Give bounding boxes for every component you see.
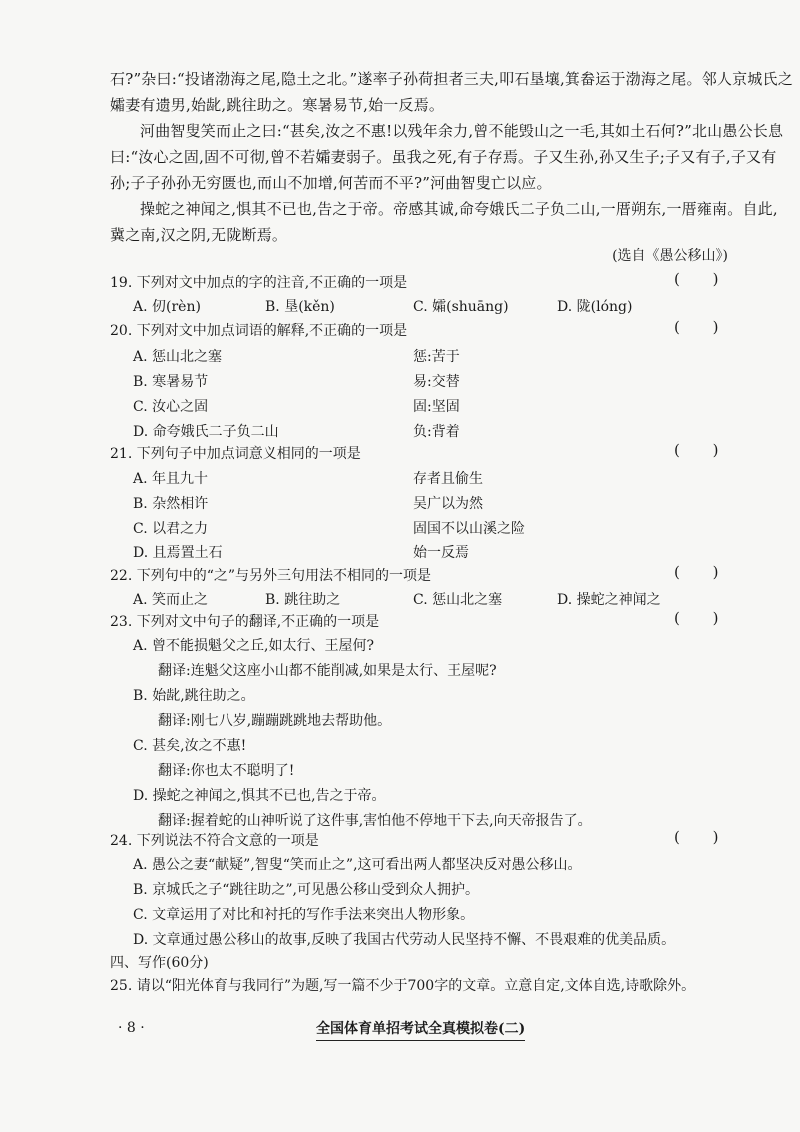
- answer-paren-19[interactable]: ( ): [674, 270, 733, 288]
- q21-option-a: A. 年且九十: [133, 471, 209, 487]
- q23-option-c: C. 甚矣,汝之不惠!: [133, 738, 247, 754]
- answer-paren-22[interactable]: ( ): [674, 563, 733, 581]
- q24-option-a: A. 愚公之妻“献疑”,智叟“笑而止之”,这可看出两人都坚决反对愚公移山。: [133, 857, 582, 873]
- q22-option-a: A. 笑而止之: [133, 592, 209, 608]
- q23-option-d-translation: 翻译:握着蛇的山神听说了这件事,害怕他不停地干下去,向天帝报告了。: [158, 813, 592, 829]
- q20-option-b-explanation: 易:交替: [413, 374, 460, 390]
- answer-paren-21[interactable]: ( ): [674, 441, 733, 459]
- q23-option-c-translation: 翻译:你也太不聪明了!: [158, 763, 295, 779]
- passage-line: 石?”杂曰:“投诸渤海之尾,隐土之北。”遂率子孙荷担者三夫,叩石垦壤,箕畚运于渤海之尾。邻人京城氏之: [110, 70, 793, 88]
- q19-option-b: B. 垦(kěn): [265, 299, 335, 315]
- q19-option-a: A. 仞(rèn): [133, 299, 201, 315]
- q20-option-d: D. 命夸娥氏二子负二山: [133, 424, 279, 440]
- exam-title: 全国体育单招考试全真模拟卷(二): [316, 1018, 525, 1041]
- q19-option-c: C. 孀(shuāng): [413, 299, 509, 315]
- question-19-stem: 19. 下列对文中加点的字的注音,不正确的一项是: [110, 275, 408, 291]
- q21-option-c-compare: 固国不以山溪之险: [413, 521, 525, 537]
- question-24-stem: 24. 下列说法不符合文意的一项是: [110, 833, 319, 849]
- q21-option-d-compare: 始一反焉: [413, 545, 469, 561]
- q21-option-b-compare: 吴广以为然: [413, 496, 483, 512]
- question-20-stem: 20. 下列对文中加点词语的解释,不正确的一项是: [110, 323, 408, 339]
- q21-option-d: D. 且焉置土石: [133, 545, 223, 561]
- passage-source: (选自《愚公移山》): [612, 248, 728, 264]
- q23-option-a-translation: 翻译:连魁父这座小山都不能削减,如果是太行、王屋呢?: [158, 663, 497, 679]
- q23-option-b-translation: 翻译:刚七八岁,蹦蹦跳跳地去帮助他。: [158, 713, 392, 729]
- q23-option-d: D. 操蛇之神闻之,惧其不已也,告之于帝。: [133, 788, 386, 804]
- question-21-stem: 21. 下列句子中加点词意义相同的一项是: [110, 446, 361, 462]
- passage-line: 冀之南,汉之阴,无陇断焉。: [110, 226, 288, 244]
- q20-option-c-explanation: 固:坚固: [413, 399, 460, 415]
- q24-option-d: D. 文章通过愚公移山的故事,反映了我国古代劳动人民坚持不懈、不畏艰难的优美品质。: [133, 932, 676, 948]
- q21-option-c: C. 以君之力: [133, 521, 209, 537]
- q22-option-b: B. 跳往助之: [265, 592, 341, 608]
- page-number: · 8 ·: [118, 1020, 145, 1036]
- passage-line: 孙;子子孙孙无穷匮也,而山不加增,何苦而不平?”河曲智叟亡以应。: [110, 174, 552, 192]
- answer-paren-24[interactable]: ( ): [674, 828, 733, 846]
- q20-option-c: C. 汝心之固: [133, 399, 209, 415]
- question-23-stem: 23. 下列对文中句子的翻译,不正确的一项是: [110, 614, 380, 630]
- passage-line: 河曲智叟笑而止之曰:“甚矣,汝之不惠!以残年余力,曾不能毁山之一毛,其如土石何?”北山愚公长息: [140, 122, 784, 140]
- passage-line: 孀妻有遗男,始龀,跳往助之。寒暑易节,始一反焉。: [110, 96, 445, 114]
- q21-option-a-compare: 存者且偷生: [413, 471, 483, 487]
- q19-option-d: D. 陇(lóng): [557, 299, 633, 315]
- q23-option-b: B. 始龀,跳往助之。: [133, 688, 255, 704]
- q24-option-b: B. 京城氏之子“跳往助之”,可见愚公移山受到众人拥护。: [133, 882, 479, 898]
- q20-option-b: B. 寒暑易节: [133, 374, 209, 390]
- q20-option-a-explanation: 惩:苦于: [413, 349, 460, 365]
- q23-option-a: A. 曾不能损魁父之丘,如太行、王屋何?: [133, 638, 374, 654]
- q24-option-c: C. 文章运用了对比和衬托的写作手法来突出人物形象。: [133, 907, 475, 923]
- q20-option-a: A. 惩山北之塞: [133, 349, 223, 365]
- q22-option-d: D. 操蛇之神闻之: [557, 592, 661, 608]
- q22-option-c: C. 惩山北之塞: [413, 592, 503, 608]
- question-22-stem: 22. 下列句中的“之”与另外三句用法不相同的一项是: [110, 568, 432, 584]
- answer-paren-20[interactable]: ( ): [674, 318, 733, 336]
- question-25: 25. 请以“阳光体育与我同行”为题,写一篇不少于700字的文章。立意自定,文体自选,诗歌除外。: [110, 978, 696, 994]
- q20-option-d-explanation: 负:背着: [413, 424, 460, 440]
- answer-paren-23[interactable]: ( ): [674, 609, 733, 627]
- q21-option-b: B. 杂然相许: [133, 496, 209, 512]
- passage-line: 曰:“汝心之固,固不可彻,曾不若孀妻弱子。虽我之死,有子存焉。子又生孙,孙又生子;子又有子,子又有: [110, 148, 777, 166]
- section-writing-heading: 四、写作(60分): [110, 955, 209, 971]
- passage-line: 操蛇之神闻之,惧其不已也,告之于帝。帝感其诚,命夸娥氏二子负二山,一厝朔东,一厝雍南。自此,: [140, 200, 778, 218]
